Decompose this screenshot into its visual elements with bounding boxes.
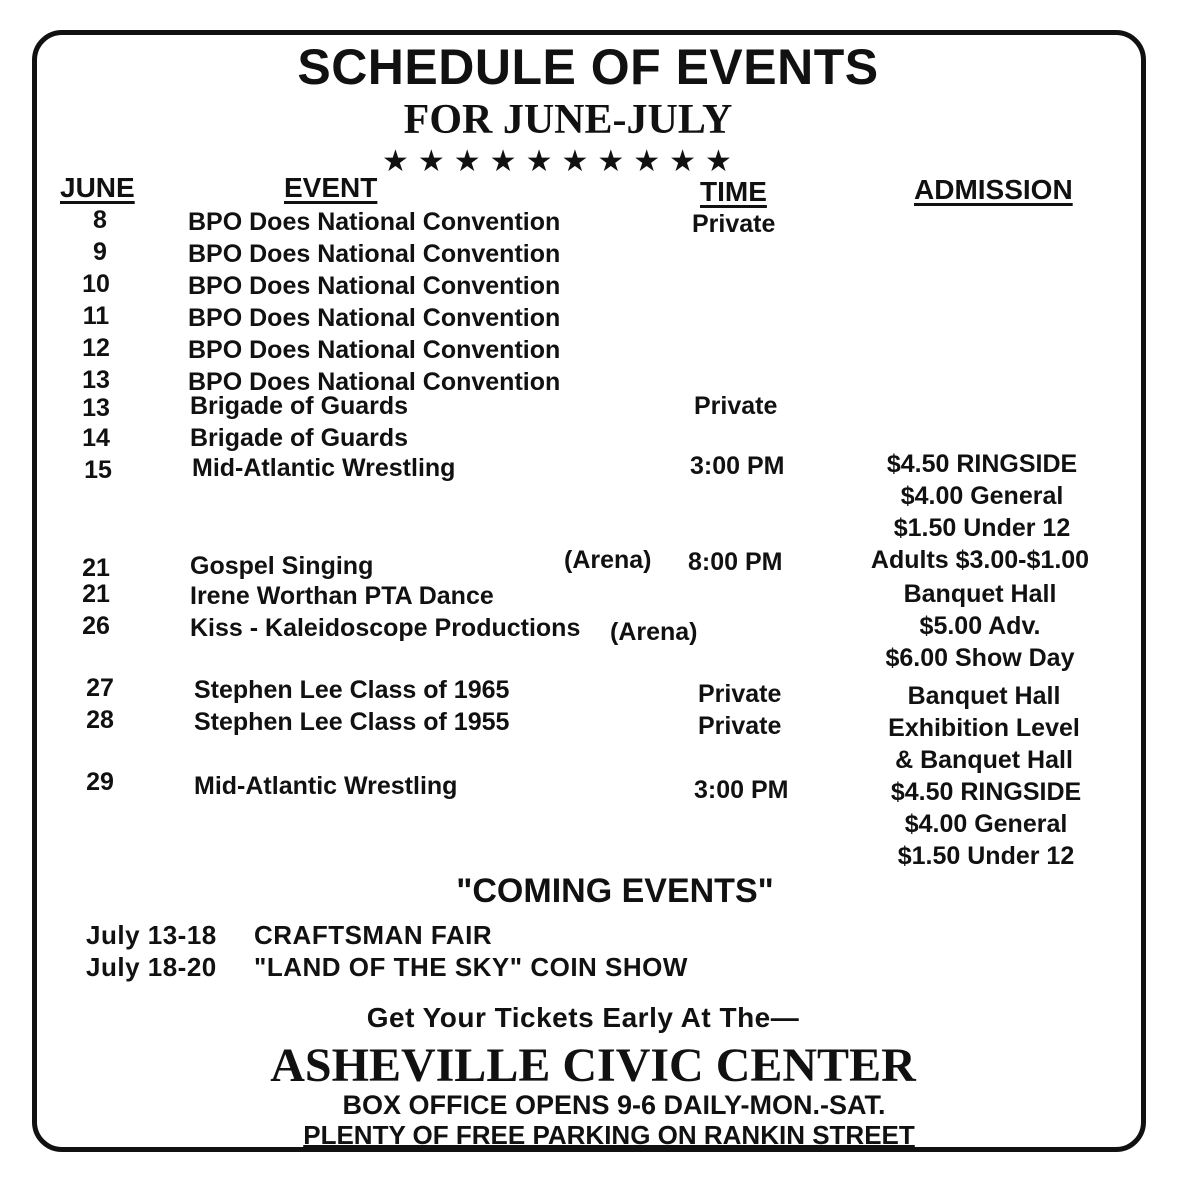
admission-line: $1.50 Under 12 bbox=[897, 842, 1075, 870]
admission-line: $1.50 Under 12 bbox=[893, 514, 1071, 542]
time-header: TIME bbox=[700, 176, 767, 207]
admission-line: $5.00 Adv. bbox=[919, 612, 1041, 640]
day-cell: 11 bbox=[82, 302, 110, 330]
day-cell: 21 bbox=[82, 554, 110, 582]
event-cell: BPO Does National Convention bbox=[188, 304, 561, 332]
admission-line: & Banquet Hall bbox=[895, 746, 1073, 774]
event-cell: BPO Does National Convention bbox=[188, 272, 561, 300]
admission-line: $4.00 General bbox=[904, 810, 1068, 838]
month-header: JUNE bbox=[60, 172, 135, 203]
event-cell: Brigade of Guards bbox=[190, 392, 409, 420]
venue-name: ASHEVILLE CIVIC CENTER bbox=[270, 1039, 916, 1092]
coming-dates: July 13-18 bbox=[86, 920, 217, 950]
venue-note: (Arena) bbox=[564, 546, 652, 574]
day-cell: 15 bbox=[84, 456, 112, 484]
day-cell: 27 bbox=[86, 674, 114, 702]
coming-dates: July 18-20 bbox=[86, 952, 217, 982]
time-cell: 8:00 PM bbox=[688, 548, 783, 576]
parking-note: PLENTY OF FREE PARKING ON RANKIN STREET bbox=[303, 1120, 915, 1150]
admission-line: $4.50 RINGSIDE bbox=[886, 450, 1078, 478]
box-office-hours: BOX OFFICE OPENS 9-6 DAILY-MON.-SAT. bbox=[342, 1090, 886, 1120]
event-cell: Stephen Lee Class of 1965 bbox=[194, 676, 510, 704]
admission-line: Banquet Hall bbox=[907, 682, 1061, 710]
admission-line: Adults $3.00-$1.00 bbox=[870, 546, 1090, 574]
schedule-title: SCHEDULE OF EVENTS bbox=[297, 39, 879, 95]
admission-line: Banquet Hall bbox=[903, 580, 1057, 608]
day-cell: 13 bbox=[82, 394, 110, 422]
day-cell: 26 bbox=[82, 612, 110, 640]
event-cell: BPO Does National Convention bbox=[188, 240, 561, 268]
time-cell: Private bbox=[698, 680, 782, 708]
coming-event-name: CRAFTSMAN FAIR bbox=[254, 920, 493, 950]
event-cell: Mid-Atlantic Wrestling bbox=[194, 772, 458, 800]
star-divider: ★★★★★★★★★★ bbox=[382, 145, 741, 178]
venue-note: (Arena) bbox=[610, 618, 698, 646]
day-cell: 21 bbox=[82, 580, 110, 608]
event-cell: Brigade of Guards bbox=[190, 424, 409, 452]
day-cell: 12 bbox=[82, 334, 110, 362]
admission-line: $6.00 Show Day bbox=[885, 644, 1075, 672]
admission-line: $4.00 General bbox=[900, 482, 1064, 510]
day-cell: 29 bbox=[86, 768, 114, 796]
coming-events-heading: "COMING EVENTS" bbox=[456, 872, 774, 910]
time-cell: Private bbox=[698, 712, 782, 740]
time-cell: Private bbox=[694, 392, 778, 420]
day-cell: 9 bbox=[93, 238, 107, 266]
day-cell: 13 bbox=[82, 366, 110, 394]
day-cell: 8 bbox=[93, 206, 107, 234]
admission-line: $4.50 RINGSIDE bbox=[890, 778, 1082, 806]
time-cell: 3:00 PM bbox=[690, 452, 785, 480]
event-cell: BPO Does National Convention bbox=[188, 368, 561, 396]
admission-header: ADMISSION bbox=[914, 174, 1073, 205]
event-header: EVENT bbox=[284, 172, 378, 203]
day-cell: 10 bbox=[82, 270, 110, 298]
event-cell: Mid-Atlantic Wrestling bbox=[192, 454, 456, 482]
day-cell: 28 bbox=[86, 706, 114, 734]
event-cell: BPO Does National Convention bbox=[188, 336, 561, 364]
event-cell: BPO Does National Convention bbox=[188, 208, 561, 236]
schedule-subtitle: FOR JUNE-JULY bbox=[403, 97, 733, 143]
event-cell: Stephen Lee Class of 1955 bbox=[194, 708, 510, 736]
time-cell: Private bbox=[692, 210, 776, 238]
admission-line: Exhibition Level bbox=[888, 714, 1080, 742]
event-cell: Kiss - Kaleidoscope Productions bbox=[190, 614, 581, 642]
day-cell: 14 bbox=[82, 424, 110, 452]
tickets-line: Get Your Tickets Early At The— bbox=[366, 1002, 800, 1033]
event-cell: Gospel Singing bbox=[190, 552, 374, 580]
event-cell: Irene Worthan PTA Dance bbox=[190, 582, 494, 610]
time-cell: 3:00 PM bbox=[694, 776, 789, 804]
coming-event-name: "LAND OF THE SKY" COIN SHOW bbox=[254, 952, 688, 982]
